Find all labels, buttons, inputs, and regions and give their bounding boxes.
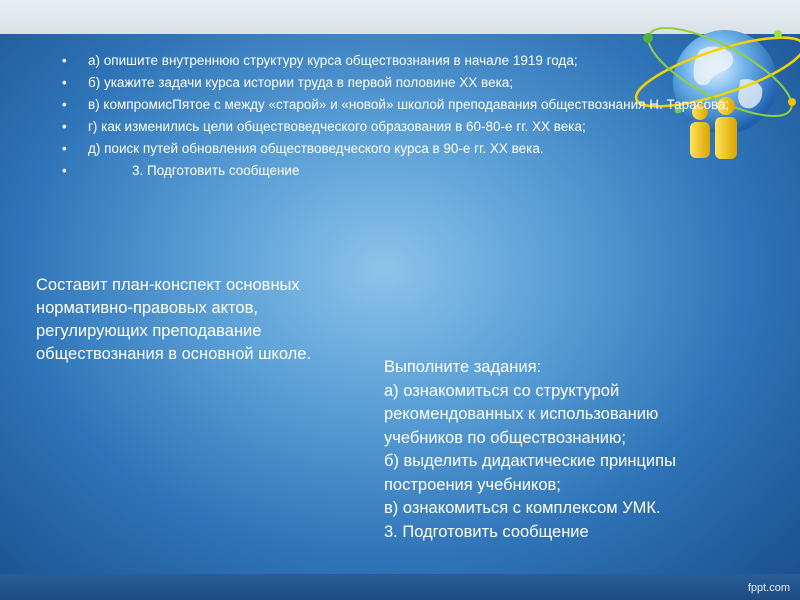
bullet-text: в) компромисПятое с между «старой» и «новой» школой преподавания обществознания Н. Тарасова;	[88, 97, 730, 112]
text-line: Выполните задания:	[384, 358, 542, 376]
bullet-dot: •	[62, 97, 67, 112]
text-line: б) выделить дидактические принципы	[384, 452, 676, 470]
bullet-item	[62, 118, 762, 136]
text-line: построения учебников;	[384, 475, 561, 494]
text-line: в) ознакомиться с комплексом УМК.	[384, 499, 661, 517]
bottom-band	[0, 574, 800, 600]
bullet-item	[62, 96, 762, 114]
text-line: рекомендованных к использованию	[384, 405, 659, 423]
text-line: учебников по обществознанию;	[384, 428, 626, 447]
brand-watermark: fppt.com	[747, 582, 790, 594]
bullet-text: д) поиск путей обновления обществоведческого курса в 90-е гг. XX века.	[88, 141, 544, 156]
text-line: а) ознакомиться со структурой	[384, 381, 620, 400]
bullet-item	[62, 74, 762, 92]
bullet-item	[62, 52, 762, 70]
bullet-dot: •	[62, 163, 67, 178]
bullet-text: г) как изменились цели обществоведческого образования в 60-80-е гг. XX века;	[88, 119, 586, 134]
text-line: Составит план-конспект основных	[36, 276, 300, 294]
assignment-block	[384, 356, 784, 544]
text-line: обществознания в основной школе.	[36, 345, 312, 363]
bullet-dot: •	[62, 53, 67, 68]
text-line: нормативно-правовых актов,	[36, 299, 258, 317]
text-line: регулирующих преподавание	[36, 322, 262, 340]
task-bullet-list	[62, 52, 762, 184]
bullet-dot: •	[62, 119, 67, 134]
bullet-dot: •	[62, 141, 67, 156]
plan-outline-task	[36, 274, 381, 366]
bullet-item	[62, 140, 762, 158]
bullet-dot: •	[62, 75, 67, 90]
bullet-text: 3. Подготовить сообщение	[132, 163, 300, 178]
bullet-item	[62, 162, 762, 180]
bullet-text: а) опишите внутреннюю структуру курса обществознания в начале 1919 года;	[88, 53, 578, 68]
text-line: 3. Подготовить сообщение	[384, 522, 589, 541]
bullet-text: б) укажите задачи курса истории труда в первой половине XX века;	[88, 75, 514, 90]
